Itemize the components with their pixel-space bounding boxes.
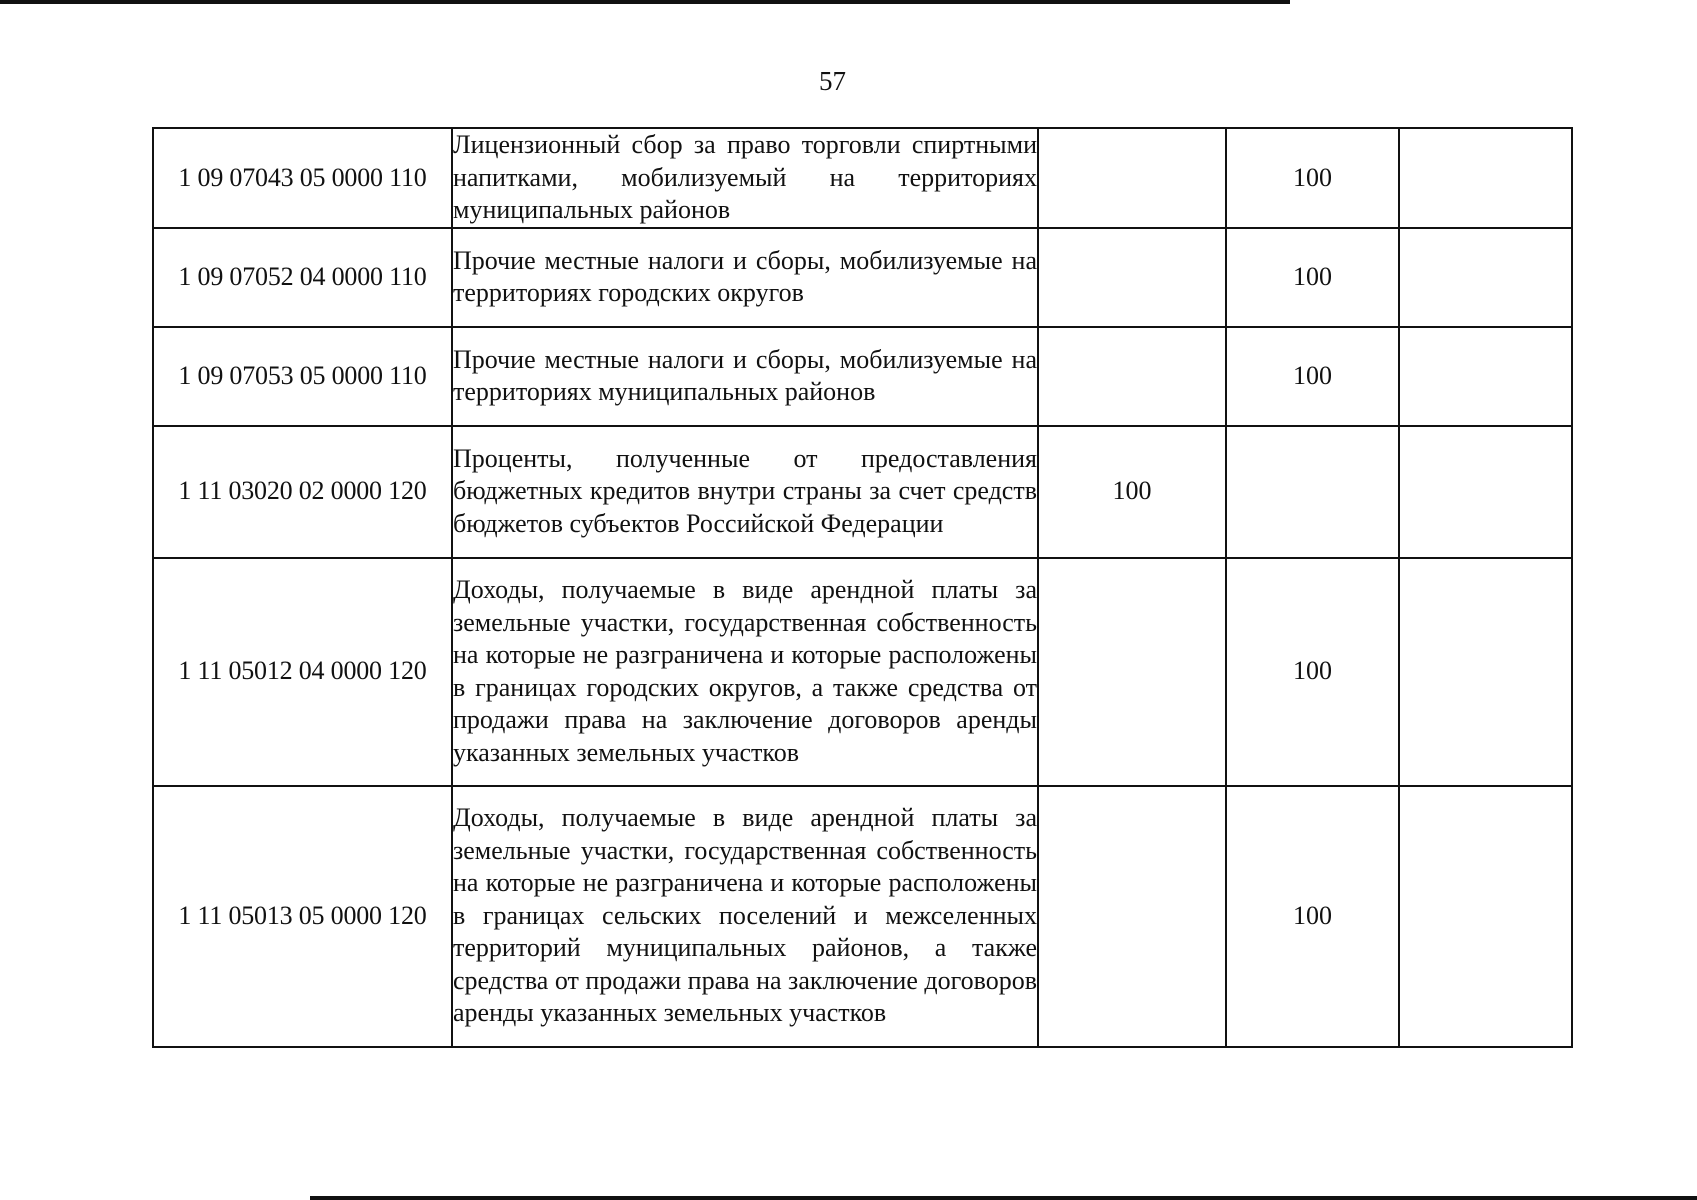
revenue-name-cell: [452, 426, 1038, 558]
page-number: 57: [819, 66, 846, 96]
value-cell-col5: [1399, 128, 1572, 228]
table-row: [153, 128, 1572, 228]
value-cell-col4: 100: [1226, 558, 1399, 786]
revenue-code-cell: 1 09 07053 05 0000 110: [153, 327, 452, 426]
table-row: [153, 327, 1572, 426]
value-cell-col3: 100: [1038, 426, 1226, 558]
value-cell-col4: 100: [1226, 228, 1399, 327]
scan-edge-bottom: [310, 1196, 1697, 1200]
value-cell-col4: 100: [1226, 128, 1399, 228]
value-cell-col5: [1399, 426, 1572, 558]
value-cell-col3: [1038, 327, 1226, 426]
revenue-name-text: Проценты, полученные от предоставления бюджетных кредитов внутри страны за счет средств бюджетов субъектов Российской Федерации: [453, 443, 1037, 538]
revenue-name-text: Лицензионный сбор за право торговли спиртными напитками, мобилизуемый на территориях муниципальных районов: [453, 130, 1037, 224]
scan-edge-top: [0, 0, 1290, 4]
value-cell-col5: [1399, 558, 1572, 786]
value-cell-col3: [1038, 558, 1226, 786]
revenue-name-text: Доходы, получаемые в виде арендной платы за земельные участки, государственная собственность на которые не разграничена и которые расположены в границах городских округов, а также средства от продажи права на заключение договоров аренды указанных земельных участков: [453, 575, 1037, 767]
revenue-name-cell: [452, 228, 1038, 327]
table-row: [153, 426, 1572, 558]
revenue-name-cell: [452, 786, 1038, 1047]
revenue-name-text: Доходы, получаемые в виде арендной платы за земельные участки, государственная собственность на которые не разграничена и которые расположены в границах сельских поселений и межселенных территорий муниципальных районов, а также средства от продажи права на заключение договоров аренды указанных земельных участков: [453, 803, 1038, 1028]
revenue-name-text: Прочие местные налоги и сборы, мобилизуемые на территориях городских округов: [453, 245, 1037, 307]
revenue-code-cell: 1 09 07052 04 0000 110: [153, 228, 452, 327]
value-cell-col4: [1226, 426, 1399, 558]
revenue-name-text: Прочие местные налоги и сборы, мобилизуемые на территориях муниципальных районов: [453, 344, 1037, 406]
revenue-name-cell: [452, 558, 1038, 786]
value-cell-col4: 100: [1226, 786, 1399, 1047]
value-cell-col4: 100: [1226, 327, 1399, 426]
value-cell-col5: [1399, 327, 1572, 426]
value-cell-col5: [1399, 786, 1572, 1047]
revenue-code-cell: 1 11 05012 04 0000 120: [153, 558, 452, 786]
table-row: [153, 558, 1572, 786]
value-cell-col3: [1038, 228, 1226, 327]
revenue-name-cell: [452, 327, 1038, 426]
table-row: [153, 228, 1572, 327]
value-cell-col3: [1038, 786, 1226, 1047]
table-row: [153, 786, 1572, 1047]
revenue-table: [152, 127, 1573, 1048]
revenue-code-cell: 1 11 05013 05 0000 120: [153, 786, 452, 1047]
revenue-code-cell: 1 11 03020 02 0000 120: [153, 426, 452, 558]
revenue-code-cell: 1 09 07043 05 0000 110: [153, 128, 452, 228]
revenue-name-cell: [452, 128, 1038, 228]
value-cell-col5: [1399, 228, 1572, 327]
value-cell-col3: [1038, 128, 1226, 228]
